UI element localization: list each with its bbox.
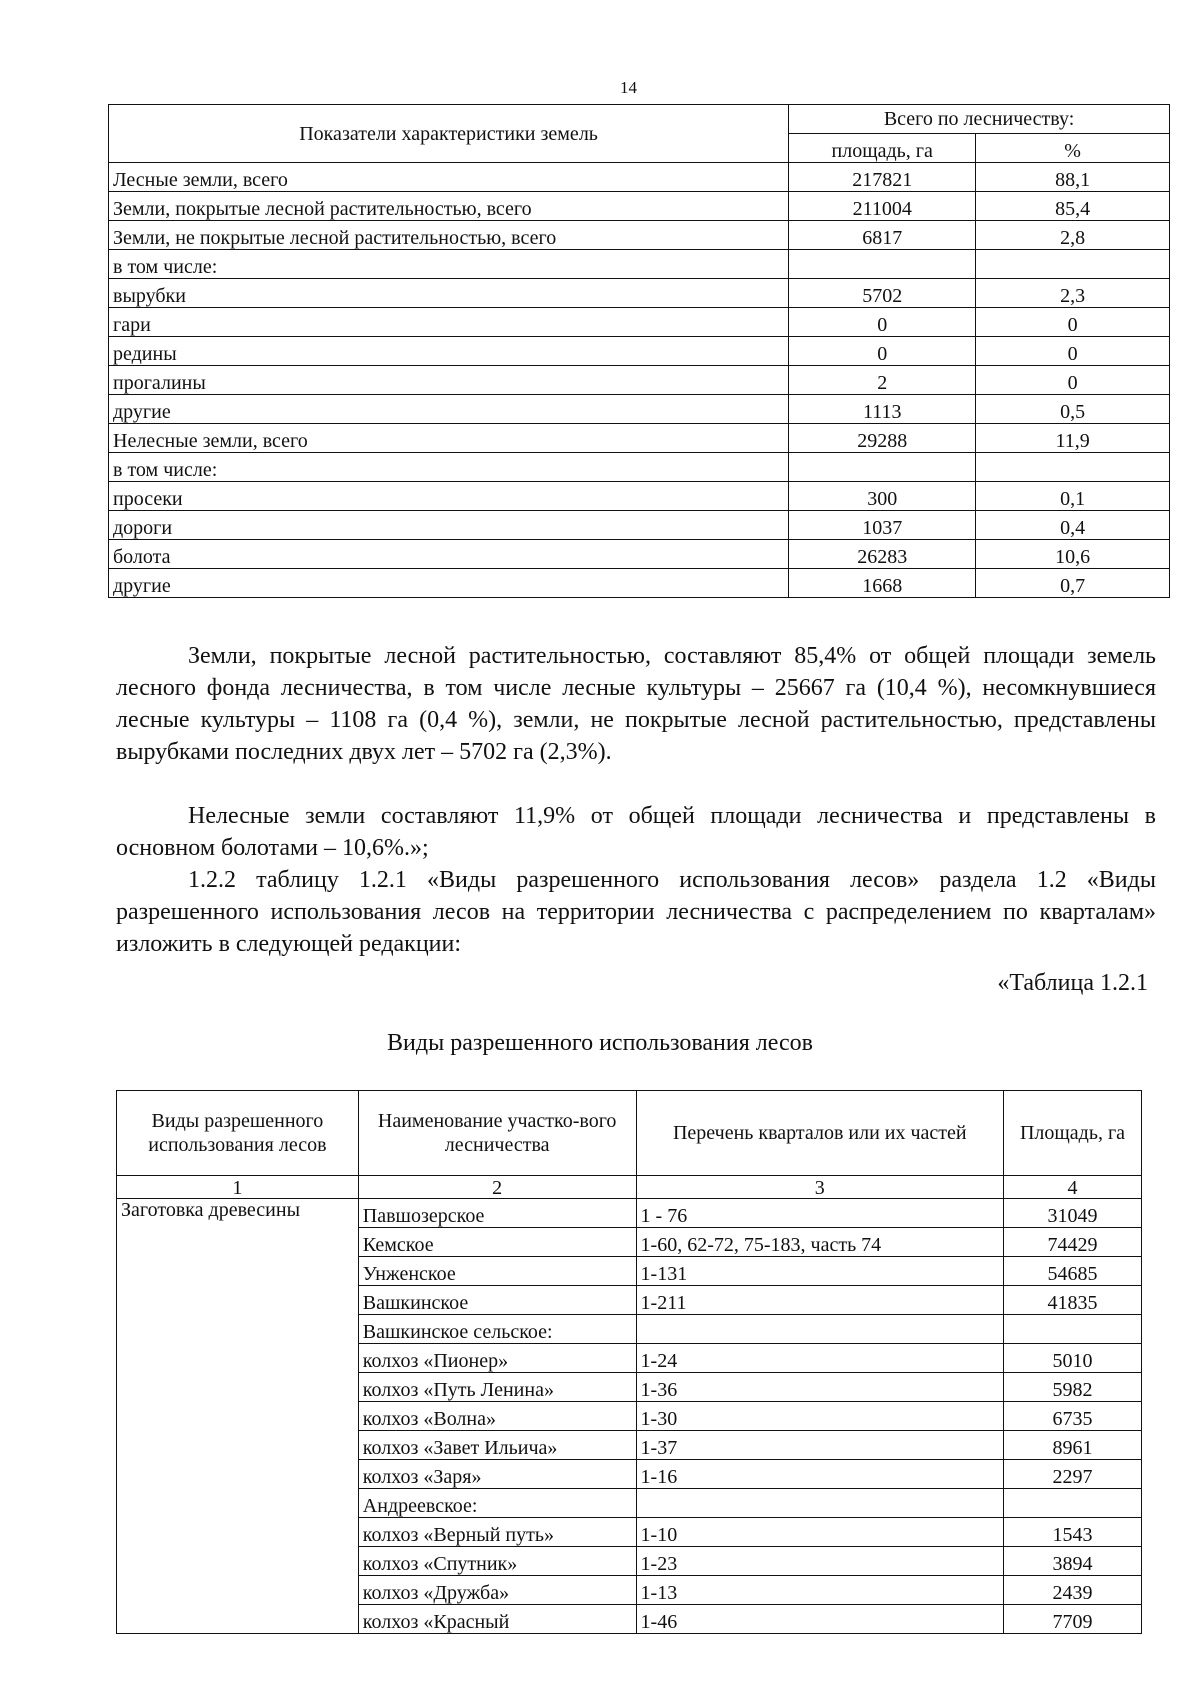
paragraph-text: Земли, покрытые лесной растительностью, составляют 85,4% от общей площади земель лесного фонда лесничества, в том числе лесные культуры – 25667 га (10,4 %), несомкнувшиеся лесные культуры – 1108 га (0,4 %), земли, не покрытые лесной растительностью, представлены вырубками последних двух лет – 5702 га (2,3%). (116, 643, 1156, 765)
table-row (117, 1199, 1142, 1228)
row-quarters: 1-24 (636, 1344, 1004, 1373)
table-row (109, 511, 1170, 540)
row-area (1004, 1315, 1142, 1344)
table-row (109, 308, 1170, 337)
row-area: 300 (789, 482, 976, 511)
row-name: Кемское (358, 1228, 636, 1257)
row-name: Вашкинское сельское: (358, 1315, 636, 1344)
row-area: 41835 (1004, 1286, 1142, 1315)
header-kind: Виды разрешенного использования лесов (117, 1091, 359, 1176)
row-percent (976, 250, 1170, 279)
row-area: 1543 (1004, 1518, 1142, 1547)
row-name: колхоз «Дружба» (358, 1576, 636, 1605)
row-area: 6817 (789, 221, 976, 250)
table-row (109, 366, 1170, 395)
table-row (109, 569, 1170, 598)
row-name: колхоз «Волна» (358, 1402, 636, 1431)
row-quarters: 1-30 (636, 1402, 1004, 1431)
row-area: 31049 (1004, 1199, 1142, 1228)
row-name: болота (109, 540, 789, 569)
table-row (109, 424, 1170, 453)
row-area: 2439 (1004, 1576, 1142, 1605)
row-percent (976, 453, 1170, 482)
row-percent: 0 (976, 337, 1170, 366)
row-quarters: 1 - 76 (636, 1199, 1004, 1228)
table-row (109, 279, 1170, 308)
row-percent: 0,7 (976, 569, 1170, 598)
row-percent: 85,4 (976, 192, 1170, 221)
row-name: колхоз «Завет Ильича» (358, 1431, 636, 1460)
index-cell: 1 (117, 1176, 359, 1199)
row-area: 2297 (1004, 1460, 1142, 1489)
row-area: 211004 (789, 192, 976, 221)
row-name: редины (109, 337, 789, 366)
table-row (109, 221, 1170, 250)
row-percent: 11,9 (976, 424, 1170, 453)
row-area: 74429 (1004, 1228, 1142, 1257)
page-number: 14 (620, 78, 637, 97)
paragraph-text: 1.2.2 таблицу 1.2.1 «Виды разрешенного использования лесов» раздела 1.2 «Виды разрешенного использования лесов на территории лесничества с распределением по кварталам» изложить в следующей редакции: (116, 867, 1156, 957)
use-kind: Заготовка древесины (117, 1199, 359, 1634)
table-row (109, 250, 1170, 279)
row-quarters: 1-36 (636, 1373, 1004, 1402)
row-name: колхоз «Заря» (358, 1460, 636, 1489)
row-name: Нелесные земли, всего (109, 424, 789, 453)
table-row (109, 192, 1170, 221)
paragraph-forest-cover (116, 640, 1156, 768)
table-row (109, 395, 1170, 424)
row-percent: 2,3 (976, 279, 1170, 308)
row-area: 29288 (789, 424, 976, 453)
row-area: 5982 (1004, 1373, 1142, 1402)
table-row (109, 540, 1170, 569)
row-name: вырубки (109, 279, 789, 308)
row-name: просеки (109, 482, 789, 511)
row-area: 6735 (1004, 1402, 1142, 1431)
row-area (789, 453, 976, 482)
header-area: Площадь, га (1004, 1091, 1142, 1176)
row-name: Лесные земли, всего (109, 163, 789, 192)
row-name: в том числе: (109, 250, 789, 279)
row-name: гари (109, 308, 789, 337)
row-name: Земли, покрытые лесной растительностью, всего (109, 192, 789, 221)
row-name: дороги (109, 511, 789, 540)
row-quarters: 1-211 (636, 1286, 1004, 1315)
row-area: 1113 (789, 395, 976, 424)
table-row (109, 453, 1170, 482)
header-percent: % (976, 134, 1170, 163)
index-cell: 2 (358, 1176, 636, 1199)
row-percent: 10,6 (976, 540, 1170, 569)
paragraph-amendment (116, 864, 1156, 960)
row-quarters: 1-131 (636, 1257, 1004, 1286)
header-total: Всего по лесничеству: (789, 105, 1170, 134)
row-quarters: 1-60, 62-72, 75-183, часть 74 (636, 1228, 1004, 1257)
index-cell: 4 (1004, 1176, 1142, 1199)
table-row (109, 482, 1170, 511)
row-percent: 0,5 (976, 395, 1170, 424)
row-area (1004, 1489, 1142, 1518)
row-name: другие (109, 395, 789, 424)
row-name: Земли, не покрытые лесной растительностью, всего (109, 221, 789, 250)
row-name: колхоз «Красный (358, 1605, 636, 1634)
row-name: другие (109, 569, 789, 598)
row-area: 26283 (789, 540, 976, 569)
row-area: 7709 (1004, 1605, 1142, 1634)
row-area: 3894 (1004, 1547, 1142, 1576)
row-quarters: 1-10 (636, 1518, 1004, 1547)
header-indicator: Показатели характеристики земель (109, 105, 789, 163)
row-area: 2 (789, 366, 976, 395)
row-quarters: 1-46 (636, 1605, 1004, 1634)
land-characteristics-table (108, 104, 1170, 598)
table-row (109, 163, 1170, 192)
row-name: колхоз «Верный путь» (358, 1518, 636, 1547)
row-area: 217821 (789, 163, 976, 192)
row-name: прогалины (109, 366, 789, 395)
row-area: 1037 (789, 511, 976, 540)
row-name: Унженское (358, 1257, 636, 1286)
row-percent: 0,4 (976, 511, 1170, 540)
row-area: 5702 (789, 279, 976, 308)
row-area: 5010 (1004, 1344, 1142, 1373)
header-quarters: Перечень кварталов или их частей (636, 1091, 1004, 1176)
paragraph-text: Нелесные земли составляют 11,9% от общей площади лесничества и представлены в основном болотами – 10,6%.»; (116, 803, 1156, 861)
row-percent: 0 (976, 366, 1170, 395)
row-percent: 0 (976, 308, 1170, 337)
row-area: 0 (789, 308, 976, 337)
table-title: Виды разрешенного использования лесов (387, 1030, 813, 1056)
row-percent: 88,1 (976, 163, 1170, 192)
table-caption: «Таблица 1.2.1 (997, 970, 1148, 996)
row-area: 1668 (789, 569, 976, 598)
row-quarters: 1-37 (636, 1431, 1004, 1460)
header-name: Наименование участко-вого лесничества (358, 1091, 636, 1176)
row-area (789, 250, 976, 279)
row-name: колхоз «Пионер» (358, 1344, 636, 1373)
row-quarters (636, 1315, 1004, 1344)
row-percent: 2,8 (976, 221, 1170, 250)
row-percent: 0,1 (976, 482, 1170, 511)
paragraph-nonforest (116, 800, 1156, 864)
row-quarters: 1-13 (636, 1576, 1004, 1605)
row-area: 8961 (1004, 1431, 1142, 1460)
row-name: колхоз «Путь Ленина» (358, 1373, 636, 1402)
header-area: площадь, га (789, 134, 976, 163)
row-quarters (636, 1489, 1004, 1518)
row-area: 0 (789, 337, 976, 366)
row-name: Павшозерское (358, 1199, 636, 1228)
row-area: 54685 (1004, 1257, 1142, 1286)
index-cell: 3 (636, 1176, 1004, 1199)
table-row (109, 337, 1170, 366)
row-name: в том числе: (109, 453, 789, 482)
row-name: Андреевское: (358, 1489, 636, 1518)
row-name: Вашкинское (358, 1286, 636, 1315)
row-quarters: 1-16 (636, 1460, 1004, 1489)
row-name: колхоз «Спутник» (358, 1547, 636, 1576)
row-quarters: 1-23 (636, 1547, 1004, 1576)
forest-use-table (116, 1090, 1142, 1634)
